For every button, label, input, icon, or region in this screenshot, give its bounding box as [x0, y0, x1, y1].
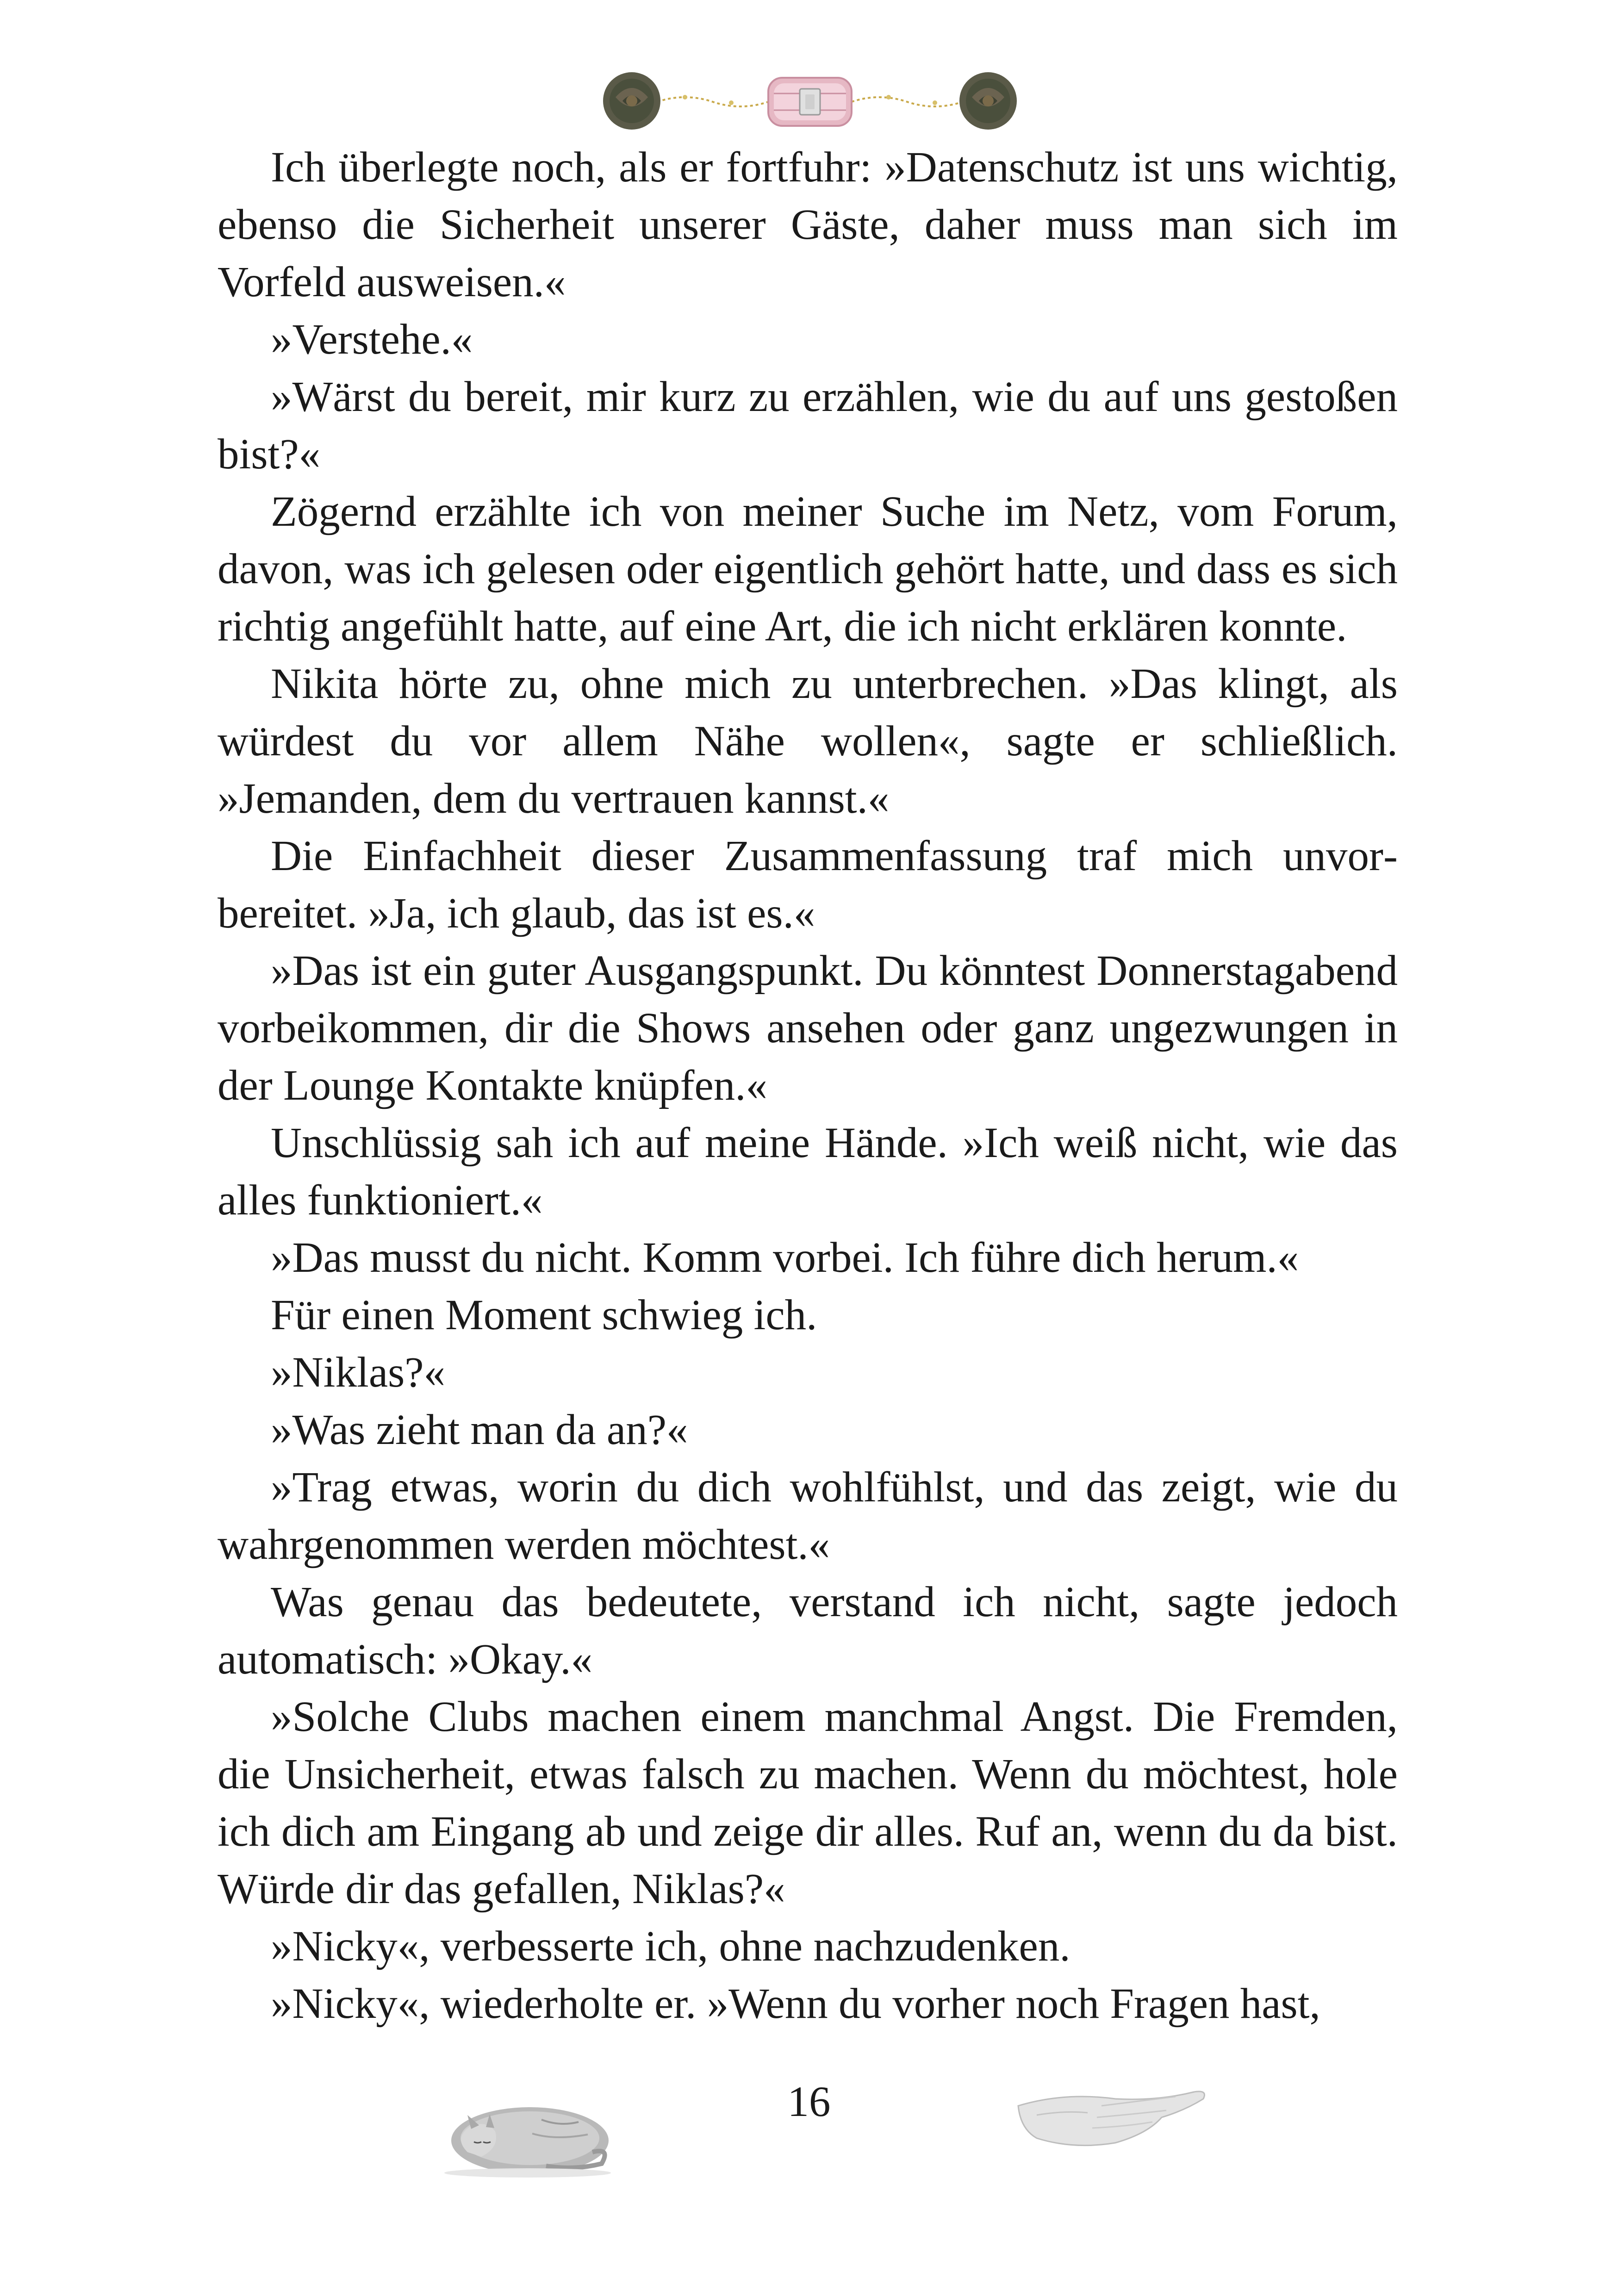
body-text — [218, 139, 1398, 2033]
paragraph: Nikita hörte zu, ohne mich zu unterbrechen. »Das klingt, als würdest du vor allem Nähe wollen«, sagte er schließlich. »Jemanden, dem du vertrauen kannst.« — [218, 660, 1398, 822]
paragraph: »Trag etwas, worin du dich wohlfühlst, und das zeigt, wie du wahrgenommen werden möchtest.« — [218, 1463, 1398, 1568]
paragraph: »Nicky«, verbesserte ich, ohne nachzudenken. — [271, 1923, 1070, 1970]
page-number: 16 — [787, 2078, 831, 2126]
paragraph: Zögernd erzählte ich von meiner Suche im Netz, vom Forum, davon, was ich gelesen oder eigentlich gehört hatte, und dass es sich richtig angefühlt hatte, auf eine Art, die ich nicht erklären konnte. — [218, 488, 1398, 650]
paragraph: Für einen Moment schwieg ich. — [271, 1291, 817, 1339]
paragraph: »Was zieht man da an?« — [271, 1406, 688, 1454]
paragraph: Ich überlegte noch, als er fortfuhr: »Datenschutz ist uns wichtig, ebenso die Sicherheit unserer Gäste, daher muss man sich im Vorfeld ausweisen.« — [218, 143, 1398, 306]
paragraph: »Nicky«, wiederholte er. »Wenn du vorher noch Fragen hast, — [271, 1980, 1320, 2028]
paragraph: »Solche Clubs machen einem manchmal Angst. Die Fremden, die Unsicherheit, etwas falsch zu machen. Wenn du möchtest, hole ich dich am Eingang ab und zeige dir alles. Ruf an, wenn du da bist. Würde dir das gefallen, Niklas?« — [218, 1693, 1398, 1913]
bracelet-ornament-icon — [592, 65, 1027, 134]
paragraph: »Das musst du nicht. Komm vorbei. Ich führe dich herum.« — [271, 1234, 1299, 1282]
paragraph: Unschlüssig sah ich auf meine Hände. »Ich weiß nicht, wie das alles funktioniert.« — [218, 1119, 1398, 1224]
rose-left-icon — [603, 72, 660, 130]
sleeping-cat-icon — [426, 2083, 620, 2180]
paragraph: Die Einfachheit dieser Zusammenfassung traf mich unvorbereitet. »Ja, ich glaub, das ist es.« — [218, 832, 1398, 937]
paragraph: »Verstehe.« — [271, 316, 473, 363]
paragraph: Was genau das bedeutete, verstand ich nicht, sagte jedoch automatisch: »Okay.« — [218, 1578, 1398, 1683]
paragraph: »Das ist ein guter Ausgangspunkt. Du könntest Donnerstagabend vorbeikommen, dir die Shows ansehen oder ganz ungezwungen in der Lounge Kontakte knüpfen.« — [218, 947, 1398, 1109]
paragraph: »Wärst du bereit, mir kurz zu erzählen, wie du auf uns gestoßen bist?« — [218, 373, 1398, 478]
open-hand-icon — [1009, 2073, 1213, 2171]
paragraph: »Niklas?« — [271, 1349, 446, 1396]
pink-bracelet-icon — [768, 78, 852, 126]
rose-right-icon — [959, 72, 1017, 130]
